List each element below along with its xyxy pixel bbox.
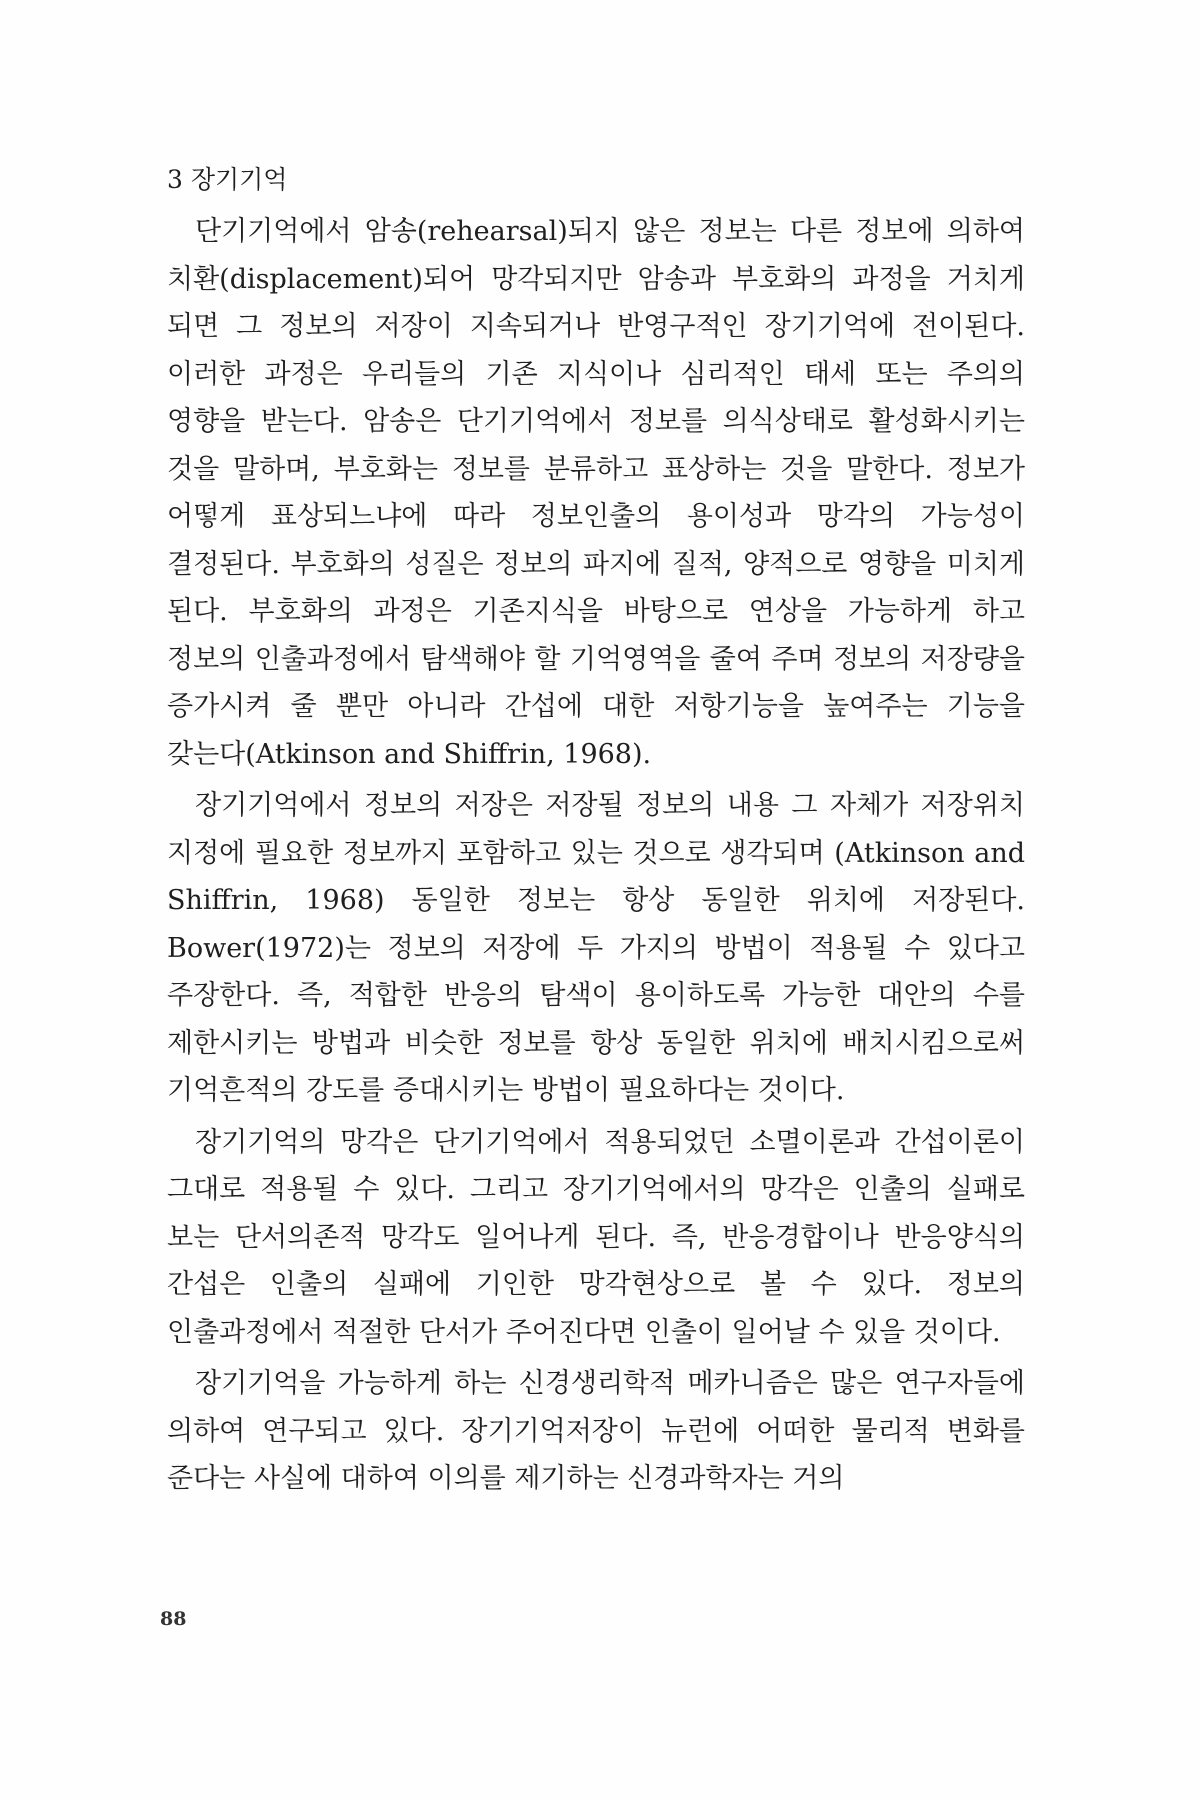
paragraph-rehearsal-encoding: 단기기억에서 암송(rehearsal)되지 않은 정보는 다른 정보에 의하여 치환(displacement)되어 망각되지만 암송과 부호화의 과정을 거치게 되면 그 정보의 저장이 지속되거나 반영구적인 장기기억에 전이된다. 이러한 과정은 우리들의 기존 지식이나 심리적인 태세 또는 주의의 영향을 받는다. 암송은 단기기억에서 정보를 의식상태로 활성화시키는 것을 말하며, 부호화는 정보를 분류하고 표상하는 것을 말한다. 정보가 어떻게 표상되느냐에 따라 정보인출의 용이성과 망각의 가능성이 결정된다. 부호화의 성질은 정보의 파지에 질적, 양적으로 영향을 미치게 된다. 부호화의 과정은 기존지식을 바탕으로 연상을 가능하게 하고 정보의 인출과정에서 탐색해야 할 기억영역을 줄여 주며 정보의 저장량을 증가시켜 줄 뿐만 아니라 간섭에 대한 저항기능을 높여주는 기능을 갖는다(Atkinson and Shiffrin, 1968). — [167, 216, 1025, 770]
paragraph-storage: 장기기억에서 정보의 저장은 저장될 정보의 내용 그 자체가 저장위치 지정에 필요한 정보까지 포함하고 있는 것으로 생각되며 (Atkinson and Shiffrin, 1968) 동일한 정보는 항상 동일한 위치에 저장된다. Bower(1972)는 정보의 저장에 두 가지의 방법이 적용될 수 있다고 주장한다. 즉, 적합한 반응의 탐색이 용이하도록 가능한 대안의 수를 제한시키는 방법과 비슷한 정보를 항상 동일한 위치에 배치시킴으로써 기억흔적의 강도를 증대시키는 방법이 필요하다는 것이다. — [167, 790, 1025, 1106]
page-body — [167, 160, 1025, 1507]
paragraph-forgetting: 장기기억의 망각은 단기기억에서 적용되었던 소멸이론과 간섭이론이 그대로 적용될 수 있다. 그리고 장기기억에서의 망각은 인출의 실패로 보는 단서의존적 망각도 일어나게 된다. 즉, 반응경합이나 반응양식의 간섭은 인출의 실패에 기인한 망각현상으로 볼 수 있다. 정보의 인출과정에서 적절한 단서가 주어진다면 인출이 일어날 수 있을 것이다. — [167, 1126, 1025, 1348]
paragraph-neurophysiology: 장기기억을 가능하게 하는 신경생리학적 메카니즘은 많은 연구자들에 의하여 연구되고 있다. 장기기억저장이 뉴런에 어떠한 물리적 변화를 준다는 사실에 대하여 이의를 제기하는 신경과학자는 거의 — [167, 1368, 1025, 1494]
page-number: 88 — [160, 1608, 187, 1630]
section-heading: 3 장기기억 — [167, 165, 288, 194]
